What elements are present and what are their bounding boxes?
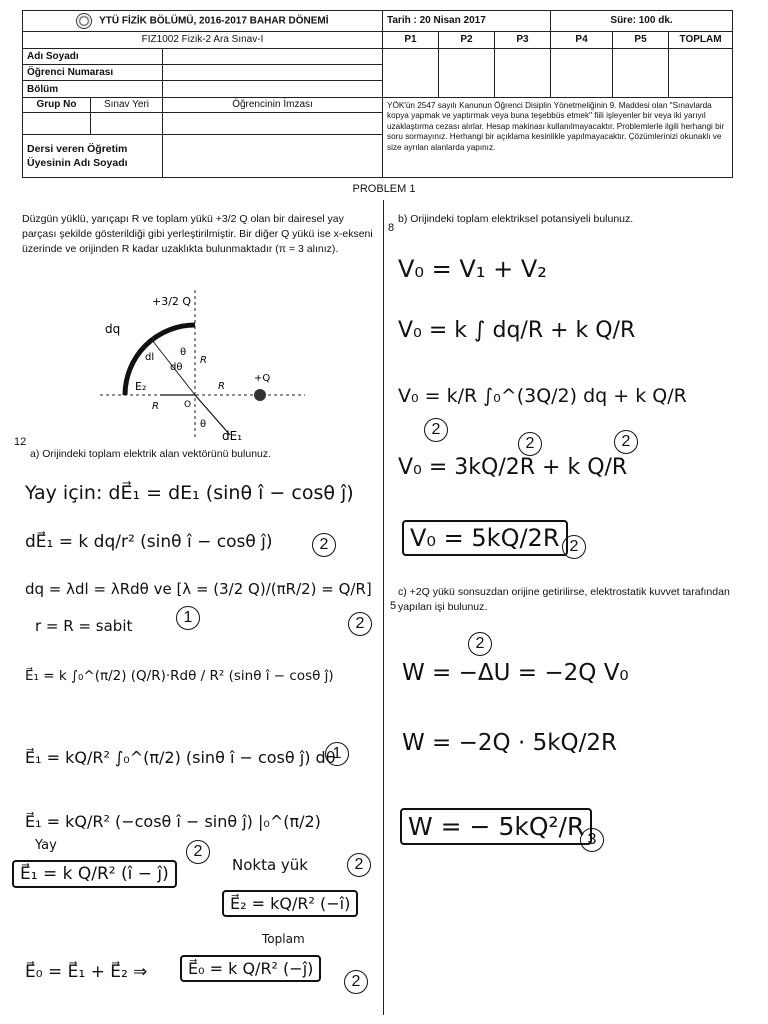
fig-dl: dl xyxy=(145,352,155,363)
question-c: c) +2Q yükü sonsuzdan orijine getirilirse, elektrostatik kuvvet tarafından yapılan işi bulunuz. xyxy=(398,586,730,613)
work-a-2: dE⃗₁ = k dq/r² (sinθ î − cosθ ĵ) xyxy=(25,532,273,552)
student-no-field[interactable] xyxy=(163,65,383,81)
score-p3[interactable] xyxy=(495,48,551,97)
signature-field[interactable] xyxy=(163,112,383,134)
group-no-label: Grup No xyxy=(23,97,91,112)
work-c-1: W = −ΔU = −2Q V₀ xyxy=(402,660,629,686)
exam-header-table xyxy=(22,10,733,178)
fig-r-horizontal: R xyxy=(218,381,225,392)
score-circle: 2 xyxy=(344,970,368,994)
work-b-1: V₀ = V₁ + V₂ xyxy=(398,255,547,283)
work-a-6: E⃗₁ = kQ/R² ∫₀^(π/2) (sinθ î − cosθ ĵ) dθ xyxy=(25,748,336,767)
work-b-3: V₀ = k/R ∫₀^(3Q/2) dq + k Q/R xyxy=(398,385,687,407)
score-circle: 2 xyxy=(347,853,371,877)
fig-dq: dq xyxy=(105,322,121,336)
work-a-7: E⃗₁ = kQ/R² (−cosθ î − sinθ ĵ) |₀^(π/2) xyxy=(25,812,321,831)
column-divider xyxy=(383,200,384,1015)
col-p3: P3 xyxy=(495,31,551,48)
score-p1[interactable] xyxy=(383,48,439,97)
work-a-1: Yay için: dE⃗₁ = dE₁ (sinθ î − cosθ ĵ) xyxy=(25,482,354,504)
work-a-e1-result: E⃗₁ = k Q/R² (î − ĵ) xyxy=(12,860,177,888)
work-a-nokta-label: Nokta yük xyxy=(232,856,308,874)
instructor-label: Dersi veren Öğretim Üyesinin Adı Soyadı xyxy=(23,134,163,177)
fig-e2: E₂ xyxy=(135,380,147,393)
work-a-4: r = R = sabit xyxy=(35,617,133,635)
work-a-e0-sum: E⃗₀ = E⃗₁ + E⃗₂ ⇒ xyxy=(25,962,148,982)
rules-text: YÖK'ün 2547 sayılı Kanunun Öğrenci Disiplin Yönetmeliğinin 9. Maddesi olan "Sınavlarda kopya yapmak ve yaptırmak veya buna teşebbüs etmek" fiili işleyenler bir veya iki yarıyıl uzaklaştırma cezası alırlar. Hesap makinası kullanılmayacaktır. Problemlerle ilgili herhangi bir soru sormayınız. Herhangi bir açıklama kesinlikle yapılmayacaktır. Çözümlerinizi okunaklı ve size ayrılan alanlarda yapınız. xyxy=(383,97,733,177)
duration-cell: Süre: 100 dk. xyxy=(551,11,733,32)
score-circle: 1 xyxy=(325,742,349,766)
point-charge xyxy=(254,389,266,401)
department-label: Bölüm xyxy=(23,81,163,97)
fig-r-vertical: R xyxy=(200,355,207,366)
score-circle: 2 xyxy=(186,840,210,864)
problem-statement: Düzgün yüklü, yarıçapı R ve toplam yükü +3/2 Q olan bir dairesel yay parçası şekilde gösterildiği gibi yerleştirilmiştir. Bir diğer Q yükü ise x-ekseni üzerinde ve orijinden R kadar uzaklıkta bulunmaktadır (π = 3 alınız). xyxy=(22,213,373,255)
fig-charge-label: +3/2 Q xyxy=(152,295,192,308)
work-b-4: V₀ = 3kQ/2R + k Q/R xyxy=(398,455,628,480)
institution-title: YTÜ FİZİK BÖLÜMÜ, 2016-2017 BAHAR DÖNEMİ xyxy=(99,15,329,27)
name-label: Adı Soyadı xyxy=(23,48,163,64)
fig-theta: θ xyxy=(180,347,187,358)
problem-title: PROBLEM 1 xyxy=(352,183,416,195)
score-p5[interactable] xyxy=(613,48,669,97)
work-c-2: W = −2Q · 5kQ/2R xyxy=(402,730,617,756)
work-b-2: V₀ = k ∫ dq/R + k Q/R xyxy=(398,318,636,343)
work-a-toplam-label: Toplam xyxy=(262,932,305,946)
work-a-e0-result: E⃗₀ = k Q/R² (−ĵ) xyxy=(180,955,321,982)
department-field[interactable] xyxy=(163,81,383,97)
score-p4[interactable] xyxy=(551,48,613,97)
exam-room-label: Sınav Yeri xyxy=(91,97,163,112)
work-a-e2-result: E⃗₂ = kQ/R² (−î) xyxy=(222,890,358,917)
work-a-3: dq = λdl = λRdθ ve [λ = (3/2 Q)/(πR/2) = Q/R] xyxy=(25,580,372,598)
score-circle: 2 xyxy=(312,533,336,557)
name-field[interactable] xyxy=(163,48,383,64)
group-no-field[interactable] xyxy=(23,112,91,134)
fig-de1: dE₁ xyxy=(222,429,243,443)
institution-cell xyxy=(23,11,383,32)
work-c-result: W = − 5kQ²/R xyxy=(400,808,592,845)
exam-room-field[interactable] xyxy=(91,112,163,134)
course-cell: FIZ1002 Fizik-2 Ara Sınav-I xyxy=(23,31,383,48)
col-p5: P5 xyxy=(613,31,669,48)
fig-plus-q: +Q xyxy=(254,373,271,384)
score-circle: 2 xyxy=(468,632,492,656)
col-p2: P2 xyxy=(439,31,495,48)
question-b: b) Orijindeki toplam elektriksel potansiyeli bulunuz. xyxy=(398,213,634,225)
score-b: 8 xyxy=(388,222,395,234)
signature-label: Öğrencinin İmzası xyxy=(163,97,383,112)
score-circle: 3 xyxy=(580,828,604,852)
col-p4: P4 xyxy=(551,31,613,48)
fig-dtheta: dθ xyxy=(170,362,183,373)
score-circle: 2 xyxy=(348,612,372,636)
score-circle: 1 xyxy=(176,606,200,630)
date-cell: Tarih : 20 Nisan 2017 xyxy=(383,11,551,32)
fig-origin: O xyxy=(184,400,192,410)
work-b-result: V₀ = 5kQ/2R xyxy=(402,520,568,556)
instructor-field[interactable] xyxy=(163,134,383,177)
question-a: a) Orijindeki toplam elektrik alan vektörünü bulunuz. xyxy=(30,448,272,460)
col-total: TOPLAM xyxy=(669,31,733,48)
score-a: 12 xyxy=(14,436,27,448)
work-a-yay-label: Yay xyxy=(35,838,57,853)
work-a-5: E⃗₁ = k ∫₀^(π/2) (Q/R)·Rdθ / R² (sinθ î − cosθ ĵ) xyxy=(25,668,334,684)
fig-r-diag: R xyxy=(152,401,159,412)
problem-figure xyxy=(90,285,320,445)
score-c: 5 xyxy=(390,600,397,612)
score-circle: 2 xyxy=(518,432,542,456)
score-circle: 2 xyxy=(424,418,448,442)
university-logo-icon xyxy=(76,13,92,29)
student-no-label: Öğrenci Numarası xyxy=(23,65,163,81)
score-total[interactable] xyxy=(669,48,733,97)
score-p2[interactable] xyxy=(439,48,495,97)
score-circle: 2 xyxy=(614,430,638,454)
score-circle: 2 xyxy=(562,535,586,559)
col-p1: P1 xyxy=(383,31,439,48)
fig-theta2: θ xyxy=(200,419,207,430)
